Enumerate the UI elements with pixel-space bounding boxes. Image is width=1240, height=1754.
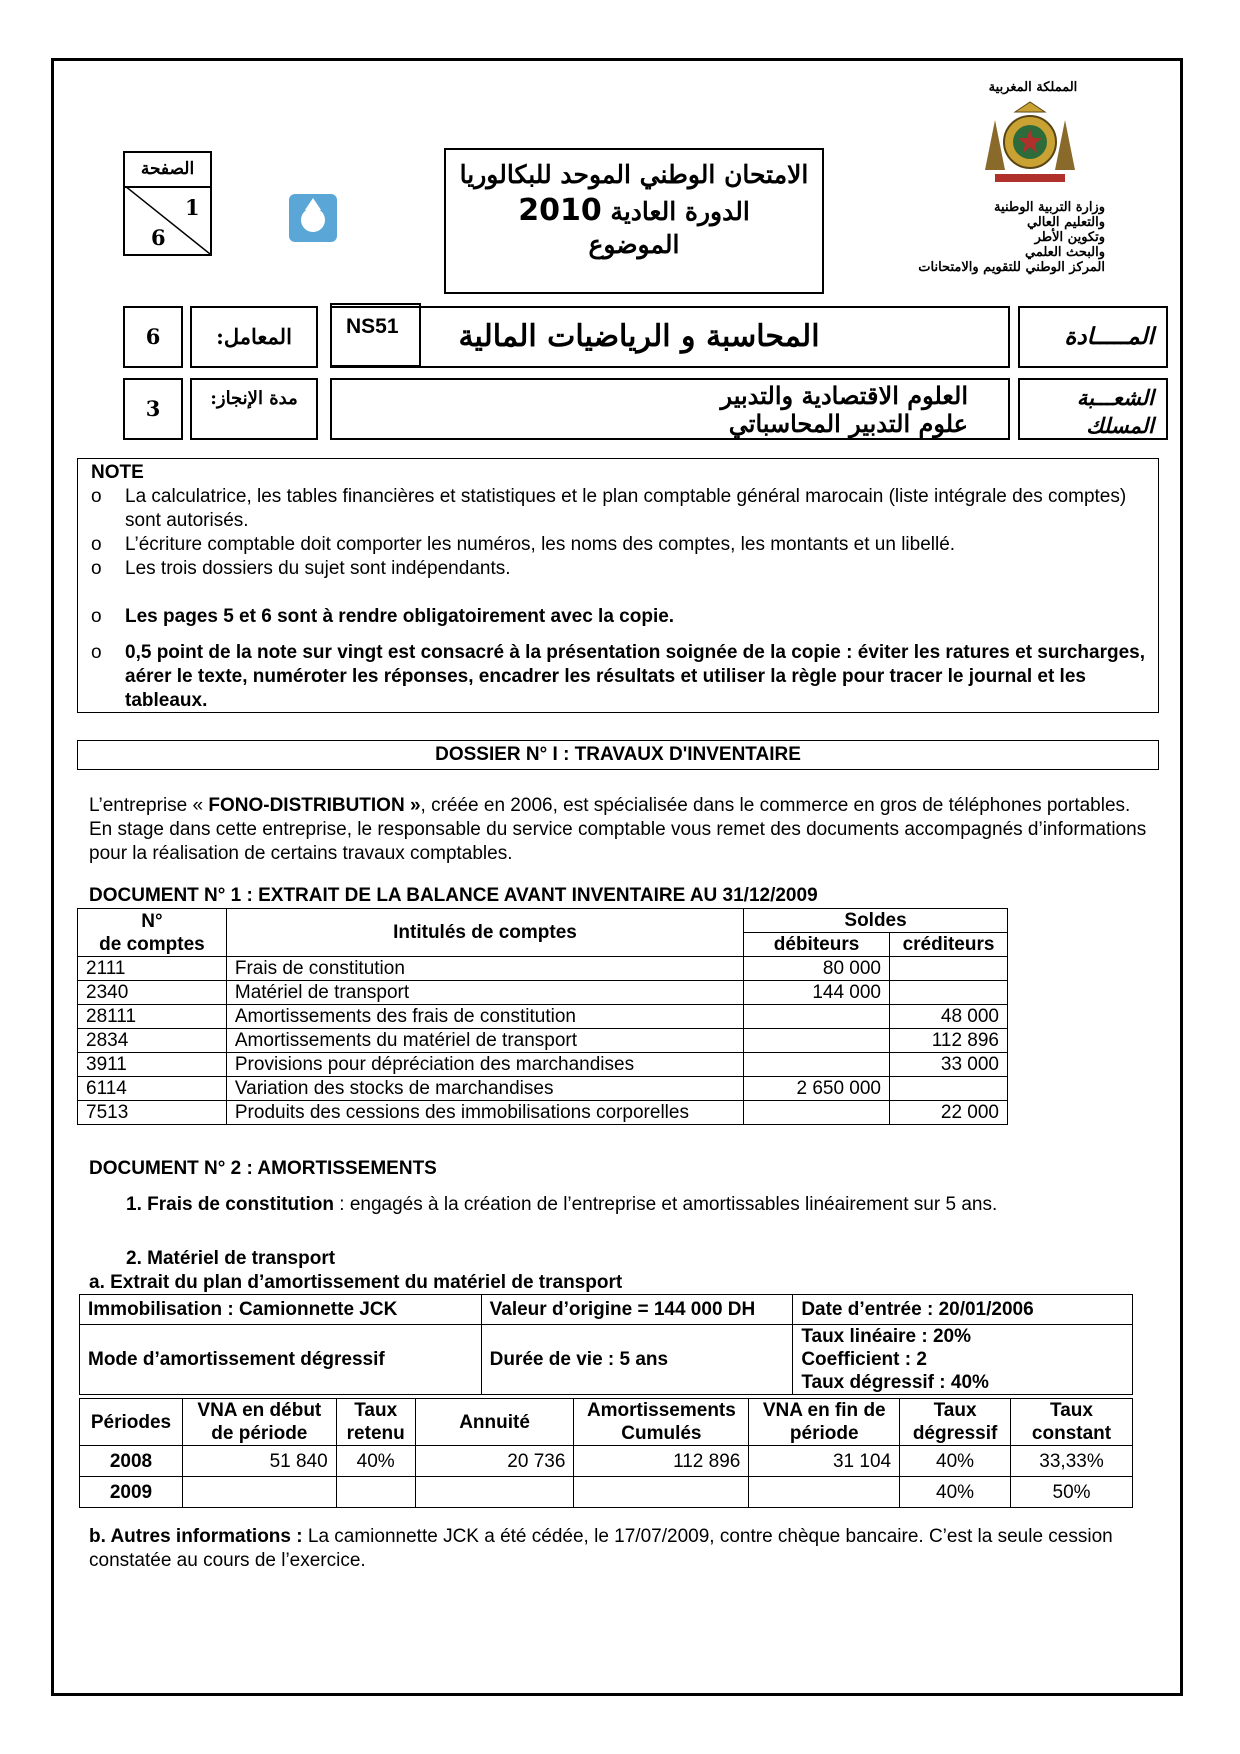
rate-text: Taux linéaire : 20% — [801, 1326, 971, 1347]
coef-label: المعامل: — [216, 324, 292, 349]
coef-value-box — [123, 306, 183, 368]
doc2-title: DOCUMENT N° 2 : AMORTISSEMENTS — [89, 1158, 437, 1179]
table-cell: 7513 — [78, 1101, 227, 1125]
header-cell: Soldes — [744, 909, 1008, 933]
table-row — [78, 1077, 1008, 1101]
table-row — [80, 1446, 1133, 1477]
table-cell — [890, 981, 1008, 1005]
subject-value: المحاسبة و الرياضيات المالية — [458, 319, 820, 354]
table-row — [78, 957, 1008, 981]
track-value: علوم التدبير المحاسباتي — [728, 409, 968, 438]
table-cell: 112 896 — [574, 1446, 749, 1477]
ministry-line: والتعليم العالي — [1026, 215, 1105, 230]
sub-b-label: b. Autres informations : — [89, 1526, 303, 1547]
table-cell: 22 000 — [890, 1101, 1008, 1125]
doc2-item1 — [126, 1193, 997, 1217]
page-label: الصفحة — [125, 153, 210, 188]
table-cell — [182, 1477, 336, 1508]
table-cell: Amortissements des frais de constitution — [226, 1005, 743, 1029]
table-cell: Valeur d’origine = 144 000 DH — [481, 1295, 793, 1325]
coef-label-box — [190, 306, 318, 368]
balance-table — [77, 908, 1008, 1125]
table-cell: 2008 — [80, 1446, 183, 1477]
duration-value: 3 — [145, 396, 161, 421]
header-cell: VNA en début de période — [182, 1399, 336, 1446]
header-text: N° — [141, 910, 163, 932]
table-cell: Frais de constitution — [226, 957, 743, 981]
header-cell: Taux retenu — [336, 1399, 415, 1446]
table-cell: 3911 — [78, 1053, 227, 1077]
rate-text: Coefficient : 2 — [801, 1349, 927, 1370]
bullet-icon: o — [91, 486, 102, 507]
table-cell — [336, 1477, 415, 1508]
duration-label-box — [190, 378, 318, 440]
table-cell: 2340 — [78, 981, 227, 1005]
table-cell: Variation des stocks de marchandises — [226, 1077, 743, 1101]
table-cell: 40% — [900, 1477, 1011, 1508]
table-cell: 2834 — [78, 1029, 227, 1053]
subject-label-box — [1018, 306, 1168, 368]
bullet-icon: o — [91, 606, 102, 627]
table-cell: 144 000 — [744, 981, 890, 1005]
table-cell: Produits des cessions des immobilisations corporelles — [226, 1101, 743, 1125]
note-text: L’écriture comptable doit comporter les numéros, les noms des comptes, les montants et un libellé. — [125, 534, 956, 555]
table-cell: 2111 — [78, 957, 227, 981]
table-cell: Durée de vie : 5 ans — [481, 1325, 793, 1395]
table-cell — [415, 1477, 574, 1508]
table-cell — [744, 1029, 890, 1053]
evaluation-center: المركز الوطني للتقويم والامتحانات — [918, 260, 1105, 275]
company-name: FONO-DISTRIBUTION » — [208, 795, 421, 816]
header-cell: créditeurs — [890, 933, 1008, 957]
header-cell: Taux dégressif — [900, 1399, 1011, 1446]
table-cell: 6114 — [78, 1077, 227, 1101]
doc2-sub-a: a. Extrait du plan d’amortissement du matériel de transport — [89, 1272, 623, 1293]
bullet-icon: o — [91, 558, 102, 579]
track-label: المسلك — [1086, 413, 1154, 438]
intro-text: , créée en 2006 — [420, 795, 553, 816]
bullet-icon: o — [91, 642, 102, 663]
note-item — [91, 485, 1146, 533]
ministry-line: وتكوين الأطر — [1034, 230, 1105, 245]
table-cell: 40% — [900, 1446, 1011, 1477]
table-cell — [744, 1053, 890, 1077]
table-cell — [744, 1101, 890, 1125]
intro-text: , est spécialisée dans le commerce en gros de téléphones portables. En stage dans cette entreprise, le responsable du service comptable vous remet des documents accompagnés d’informations pour la réalisation de certains travaux comptables. — [89, 795, 1147, 864]
table-row — [78, 981, 1008, 1005]
session-year: 2010 — [518, 193, 602, 228]
subject-value-box — [330, 306, 1010, 368]
table-cell: 2009 — [80, 1477, 183, 1508]
note-item — [91, 557, 1146, 581]
table-cell: 33,33% — [1011, 1446, 1133, 1477]
table-cell: Provisions pour dépréciation des marchandises — [226, 1053, 743, 1077]
table-cell: 80 000 — [744, 957, 890, 981]
table-cell: Matériel de transport — [226, 981, 743, 1005]
table-cell — [749, 1477, 900, 1508]
page-number: 1 — [185, 195, 200, 220]
duration-label: مدة الإنجاز: — [210, 388, 298, 409]
table-cell: 31 104 — [749, 1446, 900, 1477]
table-cell — [744, 1005, 890, 1029]
bullet-icon: o — [91, 534, 102, 555]
ministry-line: وزارة التربية الوطنية — [994, 200, 1105, 215]
intro-text: L’entreprise « — [89, 795, 209, 816]
table-row — [80, 1477, 1133, 1508]
header-cell: Intitulés de comptes — [226, 909, 743, 957]
note-item — [91, 641, 1146, 713]
table-cell: 40% — [336, 1446, 415, 1477]
dossier-title: DOSSIER N° I : TRAVAUX D'INVENTAIRE — [77, 740, 1159, 770]
header-cell: Périodes — [80, 1399, 183, 1446]
page-counter — [123, 151, 212, 256]
header-cell: débiteurs — [744, 933, 890, 957]
amortization-info-table — [79, 1294, 1133, 1395]
table-cell: 112 896 — [890, 1029, 1008, 1053]
kingdom-emblem-icon — [975, 100, 1085, 190]
doc1-title: DOCUMENT N° 1 : EXTRAIT DE LA BALANCE AVANT INVENTAIRE AU 31/12/2009 — [89, 885, 818, 906]
session-line — [446, 193, 822, 228]
header-cell: VNA en fin de période — [749, 1399, 900, 1446]
table-cell: Date d’entrée : 20/01/2006 — [793, 1295, 1133, 1325]
table-cell: 28111 — [78, 1005, 227, 1029]
table-cell: 20 736 — [415, 1446, 574, 1477]
item-label: 1. Frais de constitution — [126, 1194, 334, 1215]
table-cell: 50% — [1011, 1477, 1133, 1508]
note-item — [91, 605, 1146, 629]
branch-label: الشعـــبة — [1076, 385, 1154, 410]
institution-logo-icon — [283, 188, 343, 248]
amortization-plan-table — [79, 1398, 1133, 1508]
note-text: Les pages 5 et 6 sont à rendre obligatoirement avec la copie. — [125, 606, 675, 627]
intro-paragraph — [89, 794, 1151, 866]
branch-value: العلوم الاقتصادية والتدبير — [720, 381, 968, 410]
table-cell — [574, 1477, 749, 1508]
table-cell: Immobilisation : Camionnette JCK — [80, 1295, 482, 1325]
ministry-name — [905, 200, 1105, 275]
table-cell — [793, 1325, 1133, 1395]
subject-label: المـــــادة — [1064, 323, 1154, 350]
table-row — [78, 1053, 1008, 1077]
kingdom-title: المملكة المغربية — [988, 80, 1078, 95]
page-total: 6 — [151, 225, 166, 250]
table-cell: Amortissements du matériel de transport — [226, 1029, 743, 1053]
duration-value-box — [123, 378, 183, 440]
doc2-sub-b — [89, 1525, 1149, 1573]
item-text: : engagés à la création de l’entreprise et amortissables linéairement sur 5 ans. — [333, 1194, 998, 1215]
branch-value-box — [330, 378, 1010, 440]
rate-text: Taux dégressif : 40% — [801, 1372, 989, 1393]
subject-code: NS51 — [346, 315, 399, 338]
coef-value: 6 — [145, 324, 161, 349]
note-text: 0,5 point de la note sur vingt est consacré à la présentation soignée de la copie : éviter les ratures et surcharges, aérer le texte, numéroter les réponses, encadrer les résultats et utiliser la règle pour tracer le journal et les tableaux. — [125, 642, 1146, 711]
table-row — [78, 1005, 1008, 1029]
sub-b-text: La camionnette JCK a été cédée, le 17/07/2009, contre chèque bancaire. C’est la seule cession constatée au cours de l’exercice. — [89, 1526, 1113, 1571]
exam-title: الامتحان الوطني الموحد للبكالوريا — [459, 160, 809, 189]
note-text: La calculatrice, les tables financières et statistiques et le plan comptable général marocain (liste intégrale des comptes) sont autorisés. — [125, 486, 1127, 531]
table-cell — [890, 1077, 1008, 1101]
header-cell: Amortissements Cumulés — [574, 1399, 749, 1446]
table-row — [78, 1029, 1008, 1053]
header-cell — [78, 909, 227, 957]
table-cell: 2 650 000 — [744, 1077, 890, 1101]
header-cell: Taux constant — [1011, 1399, 1133, 1446]
note-box — [77, 458, 1159, 713]
table-row — [78, 1101, 1008, 1125]
branch-label-box — [1018, 378, 1168, 440]
header-cell: Annuité — [415, 1399, 574, 1446]
table-cell: Mode d’amortissement dégressif — [80, 1325, 482, 1395]
header-text: de comptes — [99, 933, 205, 955]
table-row — [80, 1295, 1133, 1325]
table-cell: 48 000 — [890, 1005, 1008, 1029]
note-title: NOTE — [91, 462, 144, 483]
table-row — [80, 1325, 1133, 1395]
table-cell — [890, 957, 1008, 981]
table-cell: 51 840 — [182, 1446, 336, 1477]
doc2-item2: 2. Matériel de transport — [126, 1248, 336, 1269]
subject-word: الموضوع — [588, 230, 680, 259]
ministry-line: والبحث العلمي — [1025, 245, 1105, 260]
session-label: الدورة العادية — [610, 197, 750, 226]
exam-title-box — [444, 148, 824, 294]
table-header-row — [80, 1399, 1133, 1446]
table-cell: 33 000 — [890, 1053, 1008, 1077]
note-item — [91, 533, 1146, 557]
note-text: Les trois dossiers du sujet sont indépendants. — [125, 558, 511, 579]
